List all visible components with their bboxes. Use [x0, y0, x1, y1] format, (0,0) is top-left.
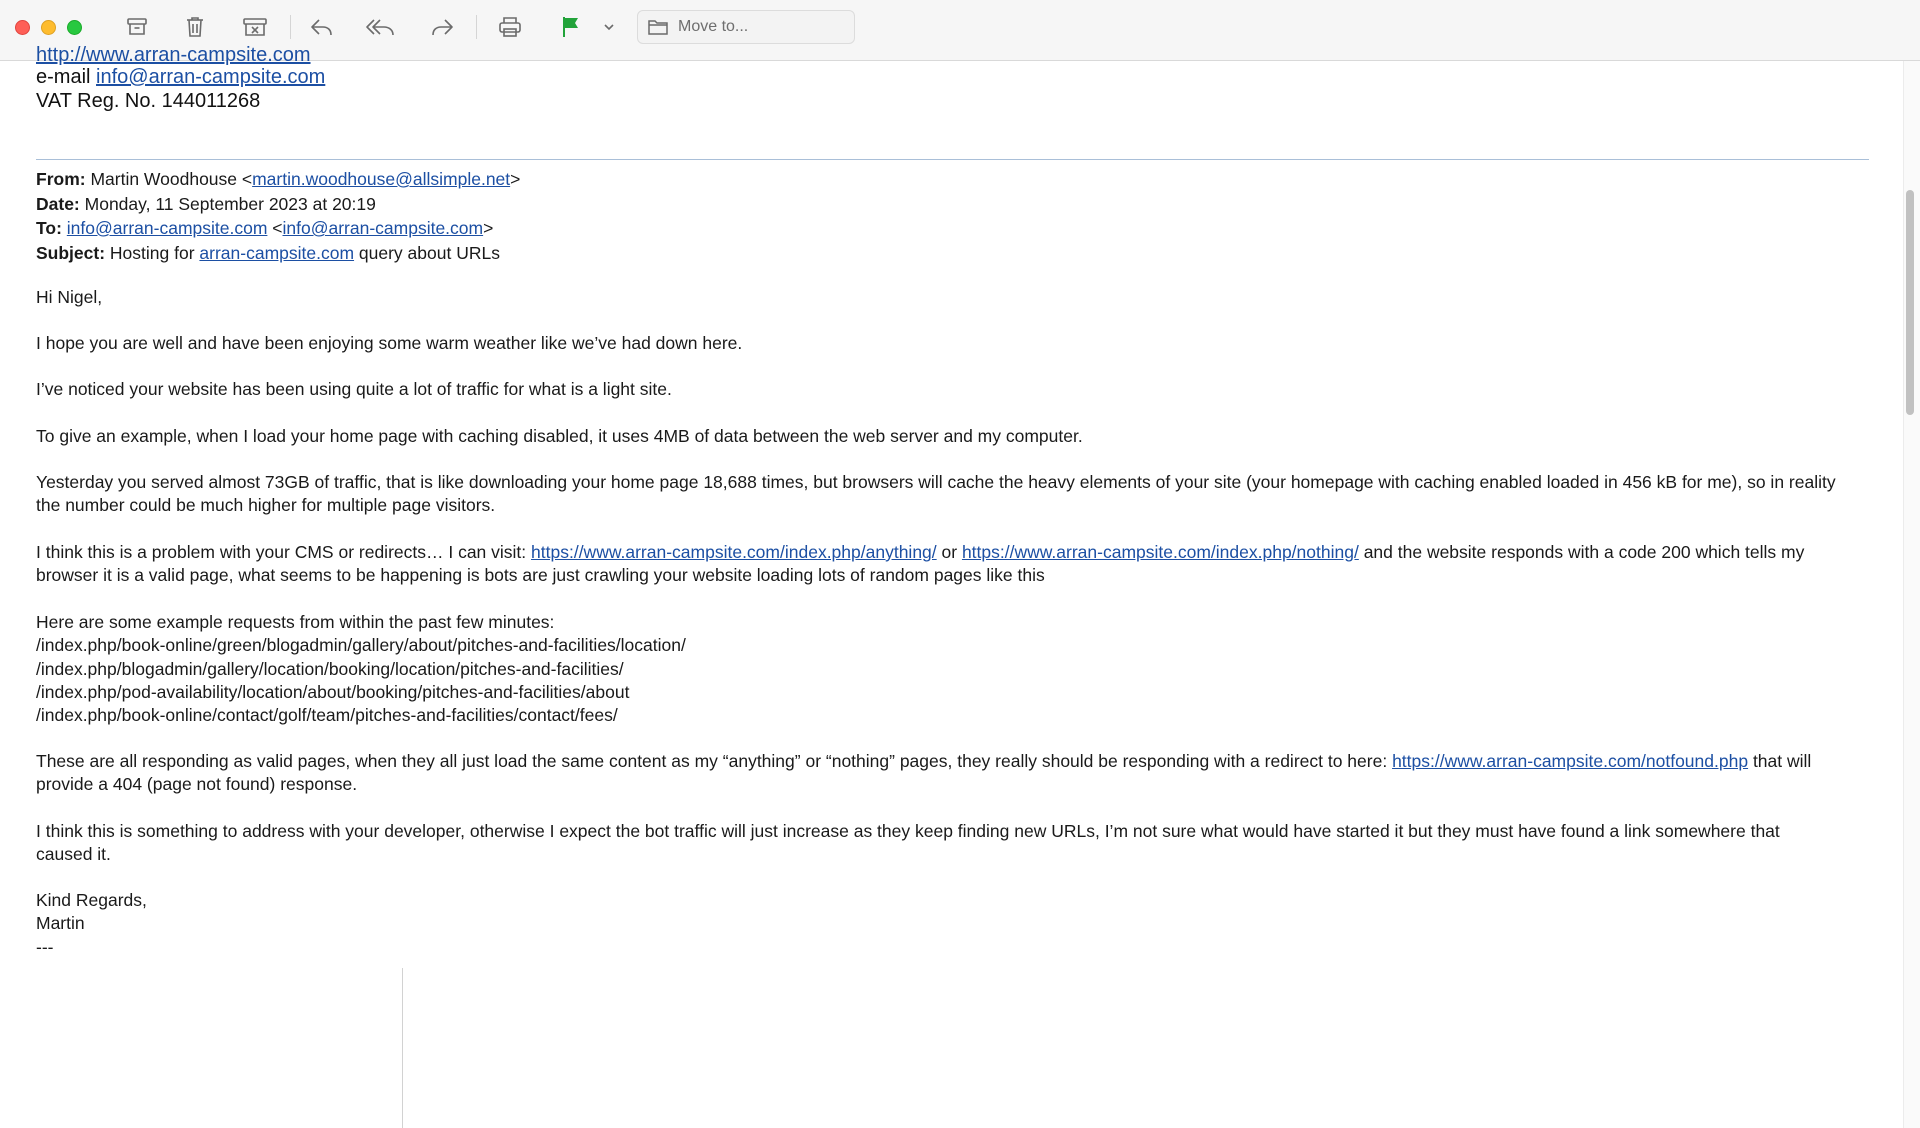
reply-all-button[interactable]	[362, 11, 400, 43]
request-line: /index.php/book-online/green/blogadmin/gallery/about/pitches-and-facilities/location/	[36, 635, 686, 656]
quoted-to-email-link[interactable]: info@arran-campsite.com	[66, 218, 268, 238]
paragraph-5: I think this is a problem with your CMS or redirects… I can visit: https://www.arran-campsite.com/index.php/anything/ or https://www.arran-campsite.com/index.php/nothing/ and the website responds with a code 200 which tells my browser it is a valid page, what seems to be happening is bots are just crawling your website loading lots of random pages like this	[36, 542, 1805, 586]
quoted-from-email-link[interactable]: martin.woodhouse@allsimple.net	[252, 169, 511, 189]
greeting: Hi Nigel,	[36, 287, 103, 307]
archive-icon	[126, 16, 148, 38]
paragraph-8: I think this is something to address with your developer, otherwise I expect the bot traffic will just increase as they keep finding new URLs, I’m not sure what would have started it but they must have found a link somewhere that caused it.	[36, 821, 1780, 865]
notfound-url-link[interactable]: https://www.arran-campsite.com/notfound.php	[1392, 751, 1749, 771]
move-to-field[interactable]	[637, 10, 855, 44]
paragraph-2: I’ve noticed your website has been using quite a lot of traffic for what is a light site.	[36, 379, 672, 399]
quoted-header	[36, 167, 1870, 265]
anything-url-link[interactable]: https://www.arran-campsite.com/index.php/anything/	[531, 542, 937, 562]
printer-icon	[497, 15, 523, 39]
reply-button[interactable]	[303, 11, 341, 43]
forward-icon	[429, 16, 455, 38]
quoted-date-line: Date: Monday, 11 September 2023 at 20:19	[36, 193, 376, 214]
sign-off: Kind Regards, Martin ---	[36, 890, 147, 957]
signature-website-link[interactable]: http://www.arran-campsite.com	[36, 44, 311, 66]
folder-icon	[647, 18, 669, 36]
signature-email-line	[36, 66, 325, 90]
request-line: /index.php/pod-availability/location/about/booking/pitches-and-facilities/about	[36, 681, 630, 702]
quoted-from-line: From: Martin Woodhouse <martin.woodhouse@allsimple.net>	[36, 169, 521, 189]
delete-button[interactable]	[176, 11, 214, 43]
request-line: /index.php/book-online/contact/golf/team/pitches-and-facilities/contact/fees/	[36, 705, 618, 726]
junk-icon	[242, 16, 268, 38]
quoted-to-email-link-2[interactable]: info@arran-campsite.com	[282, 218, 484, 238]
print-button[interactable]	[491, 11, 529, 43]
reply-icon	[309, 16, 335, 38]
signature-email-label: e-mail	[36, 66, 91, 88]
paragraph-7: These are all responding as valid pages, when they all just load the same content as my “anything” or “nothing” pages, they really should be responding with a redirect to here: https://www.arran-campsite.com/notfound.php that will provide a 404 (page not found) response.	[36, 751, 1812, 795]
junk-button[interactable]	[236, 11, 274, 43]
paragraph-1: I hope you are well and have been enjoying some warm weather like we’ve had down here.	[36, 333, 743, 353]
scrollbar-thumb[interactable]	[1906, 190, 1914, 415]
signature-vat: VAT Reg. No. 144011268	[36, 90, 261, 112]
forward-button[interactable]	[423, 11, 461, 43]
quoted-subject-link[interactable]: arran-campsite.com	[199, 242, 355, 263]
signature-email-link[interactable]: info@arran-campsite.com	[96, 66, 326, 88]
window-zoom-button[interactable]	[67, 20, 82, 35]
paragraph-4: Yesterday you served almost 73GB of traffic, that is like downloading your home page 18,688 times, but browsers will cache the heavy elements of your site (your homepage with caching enabled loaded in 456 kB for me), so in reality the number could be much higher for multiple page visitors.	[36, 472, 1836, 516]
reply-all-icon	[365, 16, 397, 38]
chevron-down-icon	[603, 23, 615, 31]
paragraph-6: Here are some example requests from within the past few minutes: /index.php/book-online/green/blogadmin/gallery/about/pitches-and-facilities/location/ /index.php/blogadmin/gallery/location/booking/location/pitches-and-facilities/ /index.php/pod-availability/location/about/booking/pitches-and-facilities/about /index.php/book-online/contact/golf/team/pitches-and-facilities/contact/fees/	[36, 611, 1870, 727]
request-line: /index.php/blogadmin/gallery/location/booking/location/pitches-and-facilities/	[36, 658, 624, 679]
flag-menu-dropdown[interactable]	[593, 11, 625, 43]
window-close-button[interactable]	[15, 20, 30, 35]
signature-website	[36, 44, 311, 68]
quoted-to-line: To: info@arran-campsite.com <info@arran-campsite.com>	[36, 218, 494, 238]
flag-icon	[560, 15, 582, 39]
move-to-placeholder: Move to...	[678, 18, 749, 35]
window-minimize-button[interactable]	[41, 20, 56, 35]
pane-divider-line	[402, 968, 403, 1128]
quote-divider	[36, 159, 1869, 160]
quoted-subject-line: Subject: Hosting for arran-campsite.com query about URLs	[36, 242, 500, 263]
trash-icon	[184, 15, 206, 39]
flag-button[interactable]	[552, 11, 590, 43]
archive-button[interactable]	[118, 11, 156, 43]
paragraph-3: To give an example, when I load your home page with caching disabled, it uses 4MB of data between the web server and my computer.	[36, 426, 1083, 446]
nothing-url-link[interactable]: https://www.arran-campsite.com/index.php/nothing/	[961, 542, 1359, 562]
